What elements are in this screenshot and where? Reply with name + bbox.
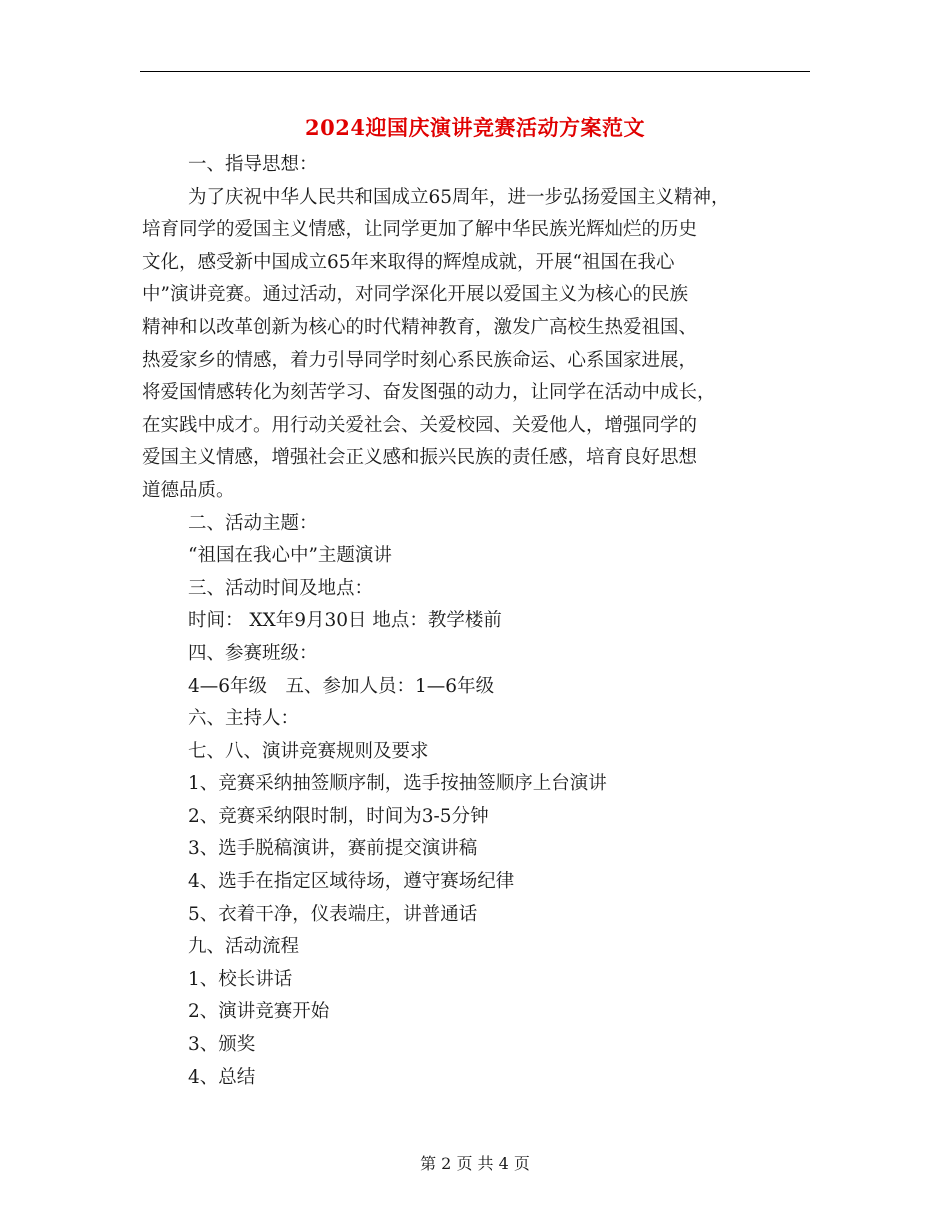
section-heading: 一、指导思想： — [188, 154, 318, 175]
paragraph-line: 热爱家乡的情感，着力引导同学时刻心系民族命运、心系国家进展， — [142, 349, 698, 371]
paragraph-line: 精神和以改革创新为核心的时代精神教育，激发广高校生热爱祖国、 — [142, 316, 698, 338]
paragraph-line: 时间： XX年9月30日 地点：教学楼前 — [188, 610, 502, 632]
section-heading: 九、活动流程 — [188, 936, 300, 958]
page-number: 第 2 页 共 4 页 — [420, 1154, 530, 1173]
paragraph-line: 培育同学的爱国主义情感，让同学更加了解中华民族光辉灿烂的历史 — [142, 219, 698, 241]
list-item: 2、竞赛采纳限时制，时间为3-5分钟 — [188, 805, 489, 827]
paragraph-line: 文化，感受新中国成立65年来取得的辉煌成就，开展“祖国在我心 — [142, 251, 675, 273]
header-rule — [140, 71, 810, 72]
paragraph-line: 在实践中成才。用行动关爱社会、关爱校园、关爱他人，增强同学的 — [142, 414, 698, 436]
list-item: 1、竞赛采纳抽签顺序制，选手按抽签顺序上台演讲 — [188, 773, 607, 795]
paragraph-line: 将爱国情感转化为刻苦学习、奋发图强的动力，让同学在活动中成长， — [142, 382, 716, 404]
section-heading: 三、活动时间及地点： — [188, 577, 374, 599]
section-heading: 六、主持人： — [188, 708, 300, 730]
paragraph-line: “祖国在我心中”主题演讲 — [188, 545, 392, 567]
section-heading: 四、参赛班级： — [188, 642, 318, 664]
section-heading: 二、活动主题： — [188, 512, 318, 534]
paragraph-line: 道德品质。 — [142, 479, 235, 501]
list-item: 4、总结 — [188, 1066, 256, 1088]
list-item: 4、选手在指定区域待场，遵守赛场纪律 — [188, 871, 515, 893]
paragraph-line: 中”演讲竞赛。通过活动，对同学深化开展以爱国主义为核心的民族 — [142, 284, 688, 306]
paragraph-line: 4—6年级 五、参加人员：1—6年级 — [188, 675, 495, 697]
list-item: 5、衣着干净，仪表端庄，讲普通话 — [188, 903, 478, 925]
section-heading: 七、八、演讲竞赛规则及要求 — [188, 740, 429, 762]
list-item: 1、校长讲话 — [188, 968, 293, 990]
list-item: 3、选手脱稿演讲，赛前提交演讲稿 — [188, 838, 478, 860]
document-title: 2024迎国庆演讲竞赛活动方案范文 — [305, 115, 645, 140]
paragraph-line: 爱国主义情感，增强社会正义感和振兴民族的责任感，培育良好思想 — [142, 447, 698, 469]
list-item: 2、演讲竞赛开始 — [188, 1001, 330, 1023]
list-item: 3、颁奖 — [188, 1034, 256, 1056]
document-body — [142, 149, 814, 1094]
paragraph-line: 为了庆祝中华人民共和国成立65周年，进一步弘扬爱国主义精神， — [188, 186, 730, 208]
